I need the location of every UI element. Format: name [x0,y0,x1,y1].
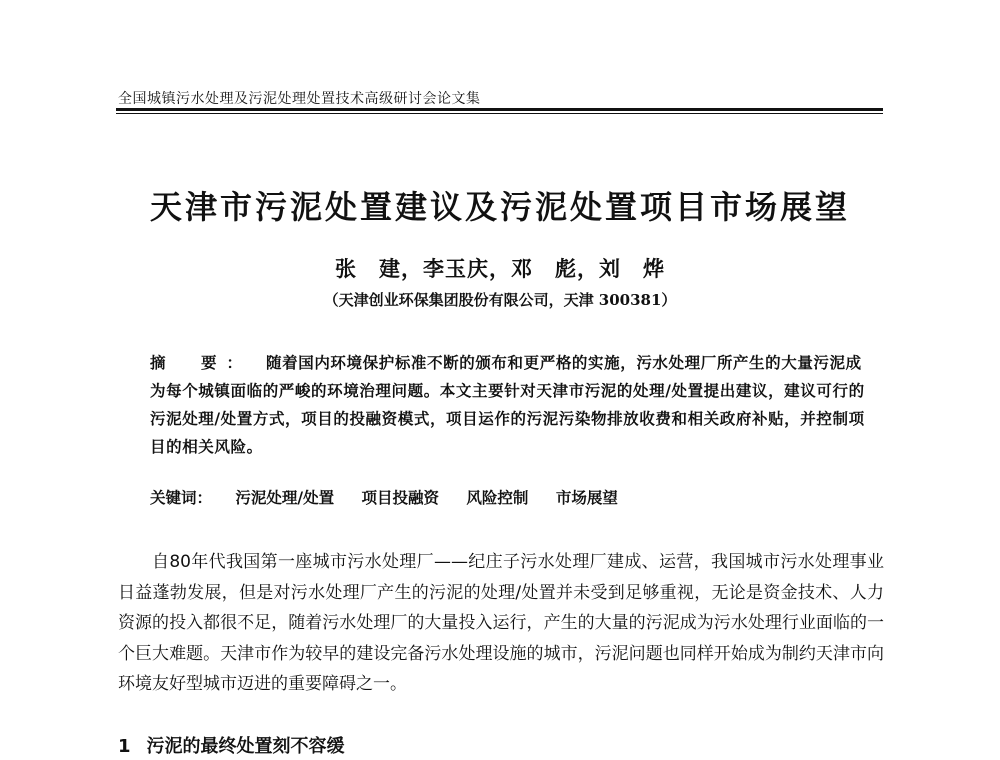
paper-title: 天津市污泥处置建议及污泥处置项目市场展望 [149,188,850,226]
running-header: 全国城镇污水处理及污泥处理处置技术高级研讨会论文集 [118,91,481,107]
section-number: 1 [118,736,131,757]
keywords [150,486,865,508]
abstract-label: 摘 要： [150,354,253,372]
body-paragraph: 自80年代我国第一座城市污水处理厂——纪庄子污水处理厂建成、运营，我国城市污水处理事业日益蓬勃发展，但是对污水处理厂产生的污泥的处理/处置并未受到足够重视，无论是资金技术、人力资源的投入都很不足，随着污水处理厂的大量投入运行，产生的大量的污泥成为污水处理行业面临的一个巨大难题。天津市作为较早的建设完备污水处理设施的城市，污泥问题也同样开始成为制约天津市向环境友好型城市迈进的重要障碍之一。 [118,552,884,694]
keyword-item: 污泥处理/处置 [235,488,335,507]
header-rule-thin [116,113,883,114]
section-heading [118,732,345,758]
keyword-item: 风险控制 [466,488,529,507]
keywords-label: 关键词： [150,489,213,507]
author-list: 张 建，李玉庆，邓 彪，刘 烨 [335,256,665,281]
header-rule-thick [116,108,883,111]
affiliation: （天津创业环保集团股份有限公司，天津 300381） [323,291,677,309]
section-title: 污泥的最终处置刻不容缓 [146,736,345,757]
abstract-text: 随着国内环境保护标准不断的颁布和更严格的实施，污水处理厂所产生的大量污泥成为每个城镇面临的严峻的环境治理问题。本文主要针对天津市污泥的处理/处置提出建议，建议可行的污泥处理/处置方式，项目的投融资模式，项目运作的污泥污染物排放收费和相关政府补贴，并控制项目的相关风险。 [150,353,865,456]
abstract [150,349,865,461]
keyword-item: 市场展望 [555,488,618,507]
keyword-item: 项目投融资 [361,488,440,507]
